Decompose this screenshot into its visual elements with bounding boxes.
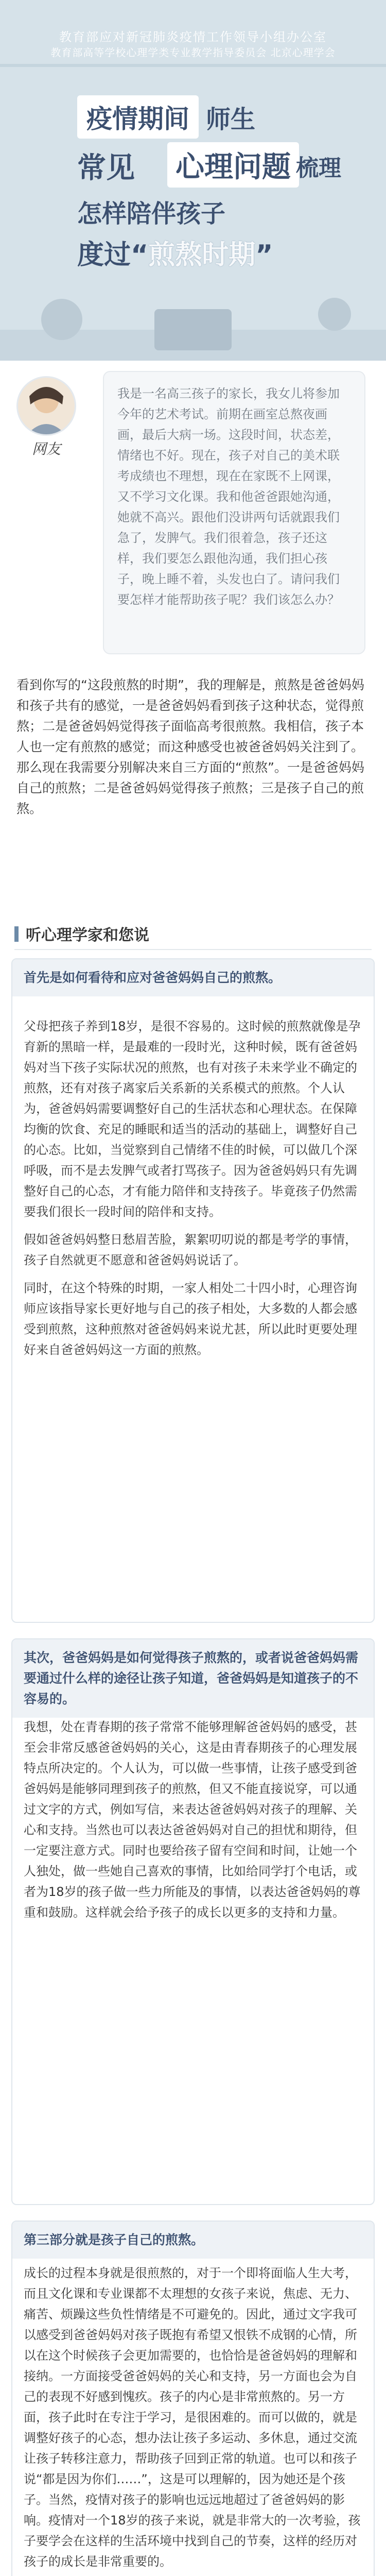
card-3-heading: 第三部分就是孩子自己的煎熬。 <box>12 2222 374 2259</box>
card-2-body <box>24 1717 363 1930</box>
answer-card-2 <box>11 1638 375 2205</box>
org-line-1: 教育部应对新冠肺炎疫情工作领导小组办公室 <box>59 30 327 44</box>
header-banner <box>0 0 386 361</box>
header-divider <box>0 64 386 67</box>
card-1-para-1: 父母把孩子养到18岁，是很不容易的。这时候的煎熬就像是孕育新的黑暗一样，是最难的一段时光，这种时候，既有爸爸妈妈对当下孩子实际状况的煎熬，也有对孩子未来学业不确定的煎熬，还有对孩子离家后关系新的关系模式的煎熬。个人认为，爸爸妈妈需要调整好自己的生活状态和心理状态。在保障均衡的饮食、充足的睡眠和适当的活动的基础上，调整好自己的心态。比如，当觉察到自己情绪不佳的时候，可以做几个深呼吸，而不是去发脾气或者打骂孩子。因为爸爸妈妈只有先调整好自己的心态，才有能力陪伴和支持孩子。毕竟孩子仍然需要我们很长一段时间的陪伴和支持。 <box>24 1019 361 1219</box>
question-bubble: 我是一名高三孩子的家长，我女儿将参加今年的艺术考试。前期在画室总熬夜画画，最后大病一场。这段时间，状态差，情绪也不好。现在，孩子对自己的美术联考成绩也不理想，现在在家既不上网课，又不学习文化课。我和他爸爸跟她沟通，她就不高兴。跟他们没讲两句话就跟我们急了，发脾气。我们很着急，孩子还这样，我们要怎么跟他沟通，我们担心孩子，晚上睡不着，头发也白了。请问我们要怎样才能帮助孩子呢？我们该怎么办？ <box>103 371 365 654</box>
question-section <box>0 361 386 665</box>
answer-card-3 <box>11 2221 375 2576</box>
card-1-heading: 首先是如何看待和应对爸爸妈妈自己的煎熬。 <box>12 959 374 996</box>
org-line-2: 教育部高等学校心理学类专业教学指导委员会 北京心理学会 <box>50 46 336 59</box>
title-rest-2b: 梳理 <box>296 155 341 181</box>
title-rest-2a: 常见 <box>77 151 135 185</box>
card-3-body <box>24 2263 363 2576</box>
card-2-heading: 其次，爸爸妈妈是如何觉得孩子煎熬的，或者说爸爸妈妈需要通过什么样的途径让孩子知道，爸爸妈妈是知道孩子的不容易的。 <box>12 1639 374 1718</box>
avatar <box>16 376 76 436</box>
title-line-4 <box>77 233 273 272</box>
section-title: 听心理学家和您说 <box>26 926 149 944</box>
title-4-pre: 度过“ <box>77 240 149 270</box>
card-2-para-1: 我想，处在青春期的孩子常常不能够理解爸爸妈妈的感受，甚至会非常反感爸爸妈妈的关心，这是由青春期孩子的心理发展特点所决定的。个人认为，可以做一些事情，让孩子感受到爸爸妈妈是能够同理到孩子的煎熬，但又不能直接说穿，可以通过文字的方式，例如写信，来表达爸爸妈妈对孩子的理解、关心和支持。当然也可以表达爸爸妈妈对自己的担忧和期待，但一定要注意方式。同时也要给孩子留有空间和时间，让她一个人独处，做一些她自己喜欢的事情，比如给同学打个电话，或者为18岁的孩子做一些力所能及的事情，以表达爸爸妈妈的尊重和鼓励。这样就会给予孩子的成长以更多的支持和力量。 <box>24 1720 361 1920</box>
title-tag-pandemic: 疫情期间 <box>77 95 199 139</box>
card-1-para-3: 同时，在这个特殊的时期，一家人相处二十四小时，心理咨询师应该指导家长更好地与自己的孩子相处，大多数的人都会感受到煎熬，这种煎熬对爸爸妈妈来说尤甚，所以此时更要处理好来自爸爸妈妈这一方面的煎熬。 <box>24 1281 357 1357</box>
title-line-2 <box>77 142 345 183</box>
title-rest-1: 师生 <box>206 105 256 134</box>
title-4-post: ” <box>255 240 273 270</box>
title-tag-problems: 心理问题 <box>167 142 299 188</box>
card-1-body <box>24 1016 363 1367</box>
person-icon <box>18 378 75 434</box>
asker-label: 网友 <box>32 440 61 457</box>
intro-paragraph: 看到你写的“这段煎熬的时期”，我的理解是，煎熬是爸爸妈妈和孩子共有的感觉，一是爸爸妈妈看到孩子这种状态，觉得煎熬；二是爸爸妈妈觉得孩子面临高考很煎熬。我相信，孩子本人也一定有煎熬的感觉；而这种感受也被爸爸妈妈关注到了。那么现在我需要分别解决来自三方面的“煎熬”。一是爸爸妈妈自己的煎熬；二是爸爸妈妈觉得孩子煎熬；三是孩子自己的煎熬。 <box>16 677 364 816</box>
title-line-3: 怎样陪伴孩子 <box>77 199 226 228</box>
title-4-highlight: 煎熬时期 <box>148 240 256 270</box>
section-header <box>0 917 386 948</box>
section-divider <box>14 949 372 950</box>
card-1-para-2: 假如爸爸妈妈整日愁眉苦脸，絮絮叨叨说的都是考学的事情，孩子自然就更不愿意和爸爸妈妈说话了。 <box>24 1232 357 1267</box>
card-3-para-1: 成长的过程本身就是很煎熬的，对于一个即将面临人生大考，而且文化课和专业课都不太理想的女孩子来说，焦虑、无力、痛苦、烦躁这些负性情绪是不可避免的。因此，通过文字我可以感受到爸爸妈妈对孩子既抱有希望又恨铁不成钢的心情，所以在这个时候孩子会更加需要的，也恰恰是爸爸妈妈的理解和接纳。一方面接受爸爸妈妈的关心和支持，另一方面也会为自己的表现不好感到愧疚。孩子的内心是非常煎熬的。另一方面，孩子此时在专注于学习，是很困难的。而可以做的，就是调整好孩子的心态，想办法让孩子多运动、多休息，通过交流让孩子转移注意力，帮助孩子回到正常的轨道。也可以和孩子说“都是因为你们……”，这是可以理解的，因为她还是个孩子。当然，疫情对孩子的影响也远远地超过了爸爸妈妈的影响。疫情对一个18岁的孩子来说，就是非常大的一次考验，孩子要学会在这样的生活环境中找到自己的节奏，这样的经历对孩子的成长是非常重要的。 <box>24 2266 361 2569</box>
title-line-1 <box>77 95 309 137</box>
answer-card-1 <box>11 958 375 1623</box>
header-decoration-icon <box>0 289 386 361</box>
section-bar <box>14 926 19 942</box>
